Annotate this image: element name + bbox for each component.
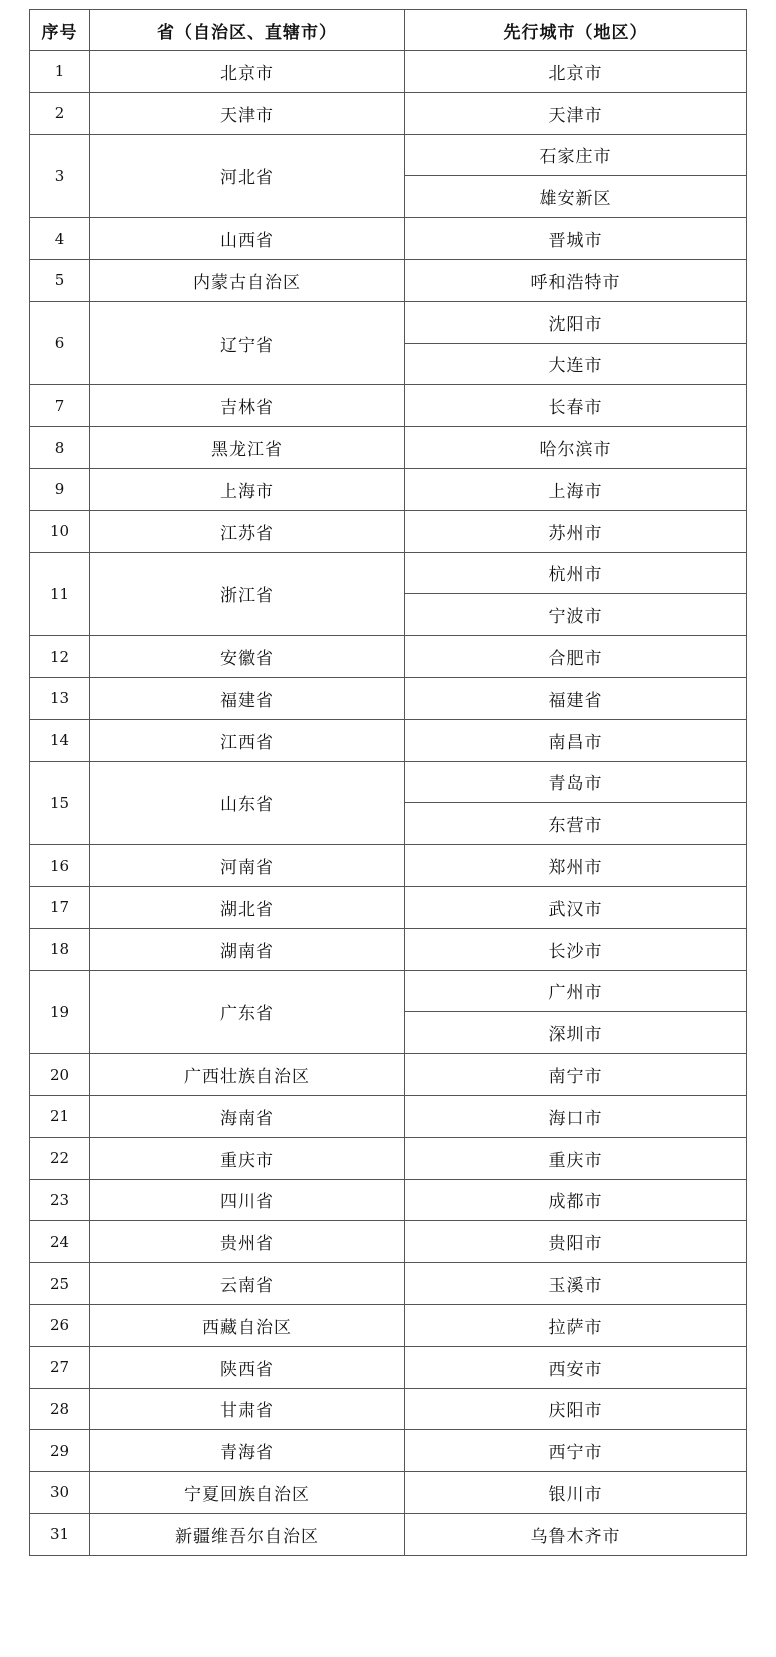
- header-province: 省（自治区、直辖市）: [90, 10, 405, 51]
- row-province: 黑龙江省: [90, 427, 405, 469]
- row-city: 呼和浩特市: [405, 259, 747, 301]
- row-city: 大连市: [405, 343, 747, 385]
- row-city: 乌鲁木齐市: [405, 1513, 747, 1555]
- row-seq: 9: [30, 468, 90, 510]
- table-row: [30, 1263, 747, 1305]
- table-row: [30, 1221, 747, 1263]
- row-city: 深圳市: [405, 1012, 747, 1054]
- row-seq: 12: [30, 636, 90, 678]
- row-province: 湖北省: [90, 886, 405, 928]
- table-row: [30, 51, 747, 93]
- table-row: [30, 677, 747, 719]
- table-row: [30, 886, 747, 928]
- row-seq: 10: [30, 510, 90, 552]
- row-city: 广州市: [405, 970, 747, 1012]
- row-city: 长春市: [405, 385, 747, 427]
- row-city: 拉萨市: [405, 1304, 747, 1346]
- row-seq: 7: [30, 385, 90, 427]
- row-city: 北京市: [405, 51, 747, 93]
- row-province: 河北省: [90, 134, 405, 218]
- row-city: 南宁市: [405, 1054, 747, 1096]
- row-province: 宁夏回族自治区: [90, 1472, 405, 1514]
- table-row: [30, 970, 747, 1012]
- row-city: 西宁市: [405, 1430, 747, 1472]
- table-row: [30, 1430, 747, 1472]
- row-province: 天津市: [90, 92, 405, 134]
- row-seq: 6: [30, 301, 90, 385]
- row-province: 福建省: [90, 677, 405, 719]
- table-row: [30, 1179, 747, 1221]
- row-province: 江苏省: [90, 510, 405, 552]
- header-city: 先行城市（地区）: [405, 10, 747, 51]
- row-seq: 11: [30, 552, 90, 636]
- row-province: 新疆维吾尔自治区: [90, 1513, 405, 1555]
- table-row: [30, 1095, 747, 1137]
- row-city: 石家庄市: [405, 134, 747, 176]
- table-row: [30, 385, 747, 427]
- row-city: 雄安新区: [405, 176, 747, 218]
- row-province: 重庆市: [90, 1137, 405, 1179]
- table-row: [30, 1137, 747, 1179]
- row-seq: 27: [30, 1346, 90, 1388]
- table-row: [30, 510, 747, 552]
- row-seq: 19: [30, 970, 90, 1054]
- row-city: 天津市: [405, 92, 747, 134]
- row-city: 福建省: [405, 677, 747, 719]
- row-seq: 17: [30, 886, 90, 928]
- table-row: [30, 845, 747, 887]
- row-city: 宁波市: [405, 594, 747, 636]
- table-row: [30, 92, 747, 134]
- table-row: [30, 1054, 747, 1096]
- row-city: 银川市: [405, 1472, 747, 1514]
- row-city: 庆阳市: [405, 1388, 747, 1430]
- header-seq: 序号: [30, 10, 90, 51]
- row-seq: 3: [30, 134, 90, 218]
- row-seq: 30: [30, 1472, 90, 1514]
- row-province: 海南省: [90, 1095, 405, 1137]
- row-province: 山东省: [90, 761, 405, 845]
- row-province: 湖南省: [90, 928, 405, 970]
- row-seq: 25: [30, 1263, 90, 1305]
- table-header: [30, 10, 747, 51]
- row-city: 海口市: [405, 1095, 747, 1137]
- row-city: 重庆市: [405, 1137, 747, 1179]
- row-province: 浙江省: [90, 552, 405, 636]
- row-province: 河南省: [90, 845, 405, 887]
- row-city: 合肥市: [405, 636, 747, 678]
- table-row: [30, 468, 747, 510]
- row-province: 上海市: [90, 468, 405, 510]
- row-province: 甘肃省: [90, 1388, 405, 1430]
- row-seq: 20: [30, 1054, 90, 1096]
- row-city: 苏州市: [405, 510, 747, 552]
- row-seq: 16: [30, 845, 90, 887]
- row-province: 山西省: [90, 218, 405, 260]
- row-province: 贵州省: [90, 1221, 405, 1263]
- row-city: 青岛市: [405, 761, 747, 803]
- row-seq: 2: [30, 92, 90, 134]
- row-city: 西安市: [405, 1346, 747, 1388]
- row-city: 长沙市: [405, 928, 747, 970]
- table-row: [30, 427, 747, 469]
- row-seq: 18: [30, 928, 90, 970]
- row-province: 内蒙古自治区: [90, 259, 405, 301]
- row-seq: 8: [30, 427, 90, 469]
- row-seq: 13: [30, 677, 90, 719]
- row-city: 上海市: [405, 468, 747, 510]
- row-province: 西藏自治区: [90, 1304, 405, 1346]
- row-seq: 31: [30, 1513, 90, 1555]
- row-province: 陕西省: [90, 1346, 405, 1388]
- table-row: [30, 301, 747, 343]
- row-city: 南昌市: [405, 719, 747, 761]
- row-seq: 26: [30, 1304, 90, 1346]
- row-province: 青海省: [90, 1430, 405, 1472]
- row-city: 武汉市: [405, 886, 747, 928]
- row-city: 贵阳市: [405, 1221, 747, 1263]
- table-row: [30, 636, 747, 678]
- row-city: 玉溪市: [405, 1263, 747, 1305]
- table-row: [30, 134, 747, 176]
- table-row: [30, 719, 747, 761]
- row-city: 郑州市: [405, 845, 747, 887]
- row-seq: 5: [30, 259, 90, 301]
- row-seq: 1: [30, 51, 90, 93]
- row-city: 杭州市: [405, 552, 747, 594]
- row-seq: 29: [30, 1430, 90, 1472]
- table-row: [30, 1472, 747, 1514]
- row-province: 安徽省: [90, 636, 405, 678]
- row-province: 辽宁省: [90, 301, 405, 385]
- table-row: [30, 1346, 747, 1388]
- table-row: [30, 552, 747, 594]
- row-province: 四川省: [90, 1179, 405, 1221]
- table-row: [30, 218, 747, 260]
- table-row: [30, 1513, 747, 1555]
- row-province: 广西壮族自治区: [90, 1054, 405, 1096]
- header-row: [30, 10, 747, 51]
- row-province: 吉林省: [90, 385, 405, 427]
- table-row: [30, 1388, 747, 1430]
- row-city: 晋城市: [405, 218, 747, 260]
- row-seq: 4: [30, 218, 90, 260]
- row-city: 东营市: [405, 803, 747, 845]
- row-seq: 15: [30, 761, 90, 845]
- row-province: 广东省: [90, 970, 405, 1054]
- row-city: 成都市: [405, 1179, 747, 1221]
- table-row: [30, 1304, 747, 1346]
- pilot-cities-table: [29, 9, 747, 1556]
- table-row: [30, 259, 747, 301]
- row-seq: 14: [30, 719, 90, 761]
- table-body: [30, 51, 747, 1556]
- row-seq: 24: [30, 1221, 90, 1263]
- row-seq: 22: [30, 1137, 90, 1179]
- table-row: [30, 761, 747, 803]
- row-province: 江西省: [90, 719, 405, 761]
- row-seq: 21: [30, 1095, 90, 1137]
- row-province: 云南省: [90, 1263, 405, 1305]
- row-province: 北京市: [90, 51, 405, 93]
- row-city: 哈尔滨市: [405, 427, 747, 469]
- row-seq: 28: [30, 1388, 90, 1430]
- table-row: [30, 928, 747, 970]
- row-seq: 23: [30, 1179, 90, 1221]
- row-city: 沈阳市: [405, 301, 747, 343]
